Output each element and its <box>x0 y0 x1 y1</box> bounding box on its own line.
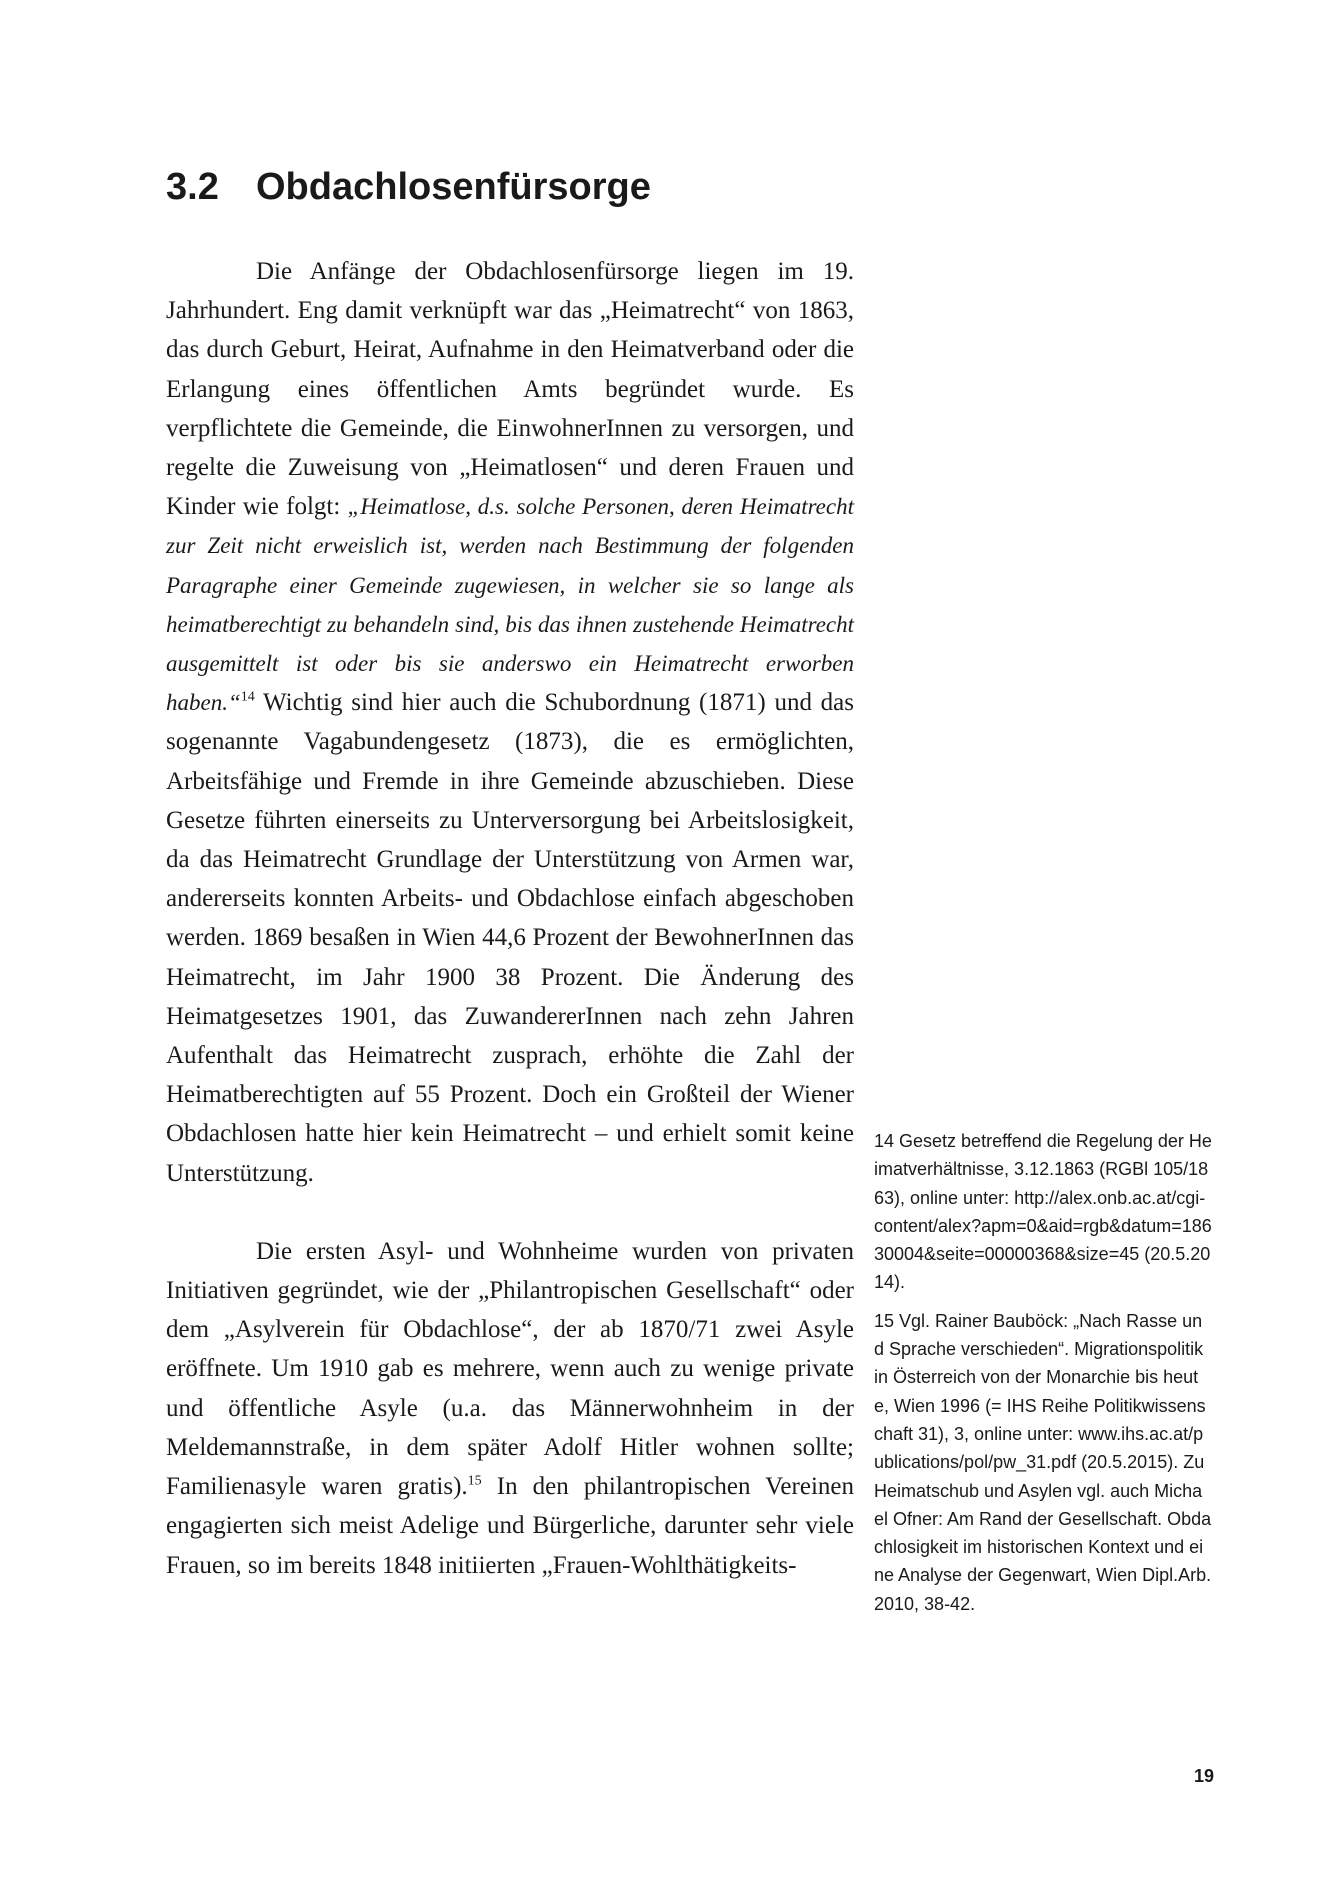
paragraph-1-text-a: Die Anfänge der Obdachlosenfürsorge liegen im 19. Jahrhundert. Eng damit verknüpft war das „Heimatrecht“ von 1863, das durch Geburt, Heirat, Aufnahme in den Heimatverband oder die Erlangung eines öffentlichen Amts begründet wurde. Es verpflichtete die Gemeinde, die EinwohnerInnen zu versorgen, und regelte die Zuweisung von „Heimatlosen“ und deren Frauen und Kinder wie folgt: <box>166 258 854 521</box>
main-text-column <box>166 252 854 1585</box>
footnotes-column <box>874 1127 1212 1628</box>
law-quote: „Heimatlose, d.s. solche Personen, deren Heimatrecht zur Zeit nicht erweislich ist, werden nach Bestimmung der folgenden Paragraphe einer Gemeinde zugewiesen, in welcher sie so lange als heimatberechtigt zu behandeln sind, bis das ihnen zustehende Heimatrecht ausgemittelt ist oder bis sie anderswo ein Heimatrecht erworben haben.“ <box>166 494 854 716</box>
footnote-14: 14 Gesetz betreffend die Regelung der Heimatverhältnisse, 3.12.1863 (RGBl 105/1863), online unter: http://alex.onb.ac.at/cgi-content/alex?apm=0&aid=rgb&datum=18630004&seite=00000368&size=45 (20.5.2014). <box>874 1131 1212 1293</box>
section-title: Obdachlosenfürsorge <box>256 166 651 208</box>
section-number: 3.2 <box>166 166 219 208</box>
footnote-15: 15 Vgl. Rainer Bauböck: „Nach Rasse und Sprache verschieden“. Migrationspolitik in Österreich von der Monarchie bis heute, Wien 1996 (= IHS Reihe Politikwissenschaft 31), 3, online unter: www.ihs.ac.at/publications/pol/pw_31.pdf (20.5.2015). Zu Heimatschub und Asylen vgl. auch Michael Ofner: Am Rand der Gesellschaft. Obdachlosigkeit im historischen Kontext und eine Analyse der Gegenwart, Wien Dipl.Arb. 2010, 38-42. <box>874 1310 1212 1614</box>
paragraph-2-text-a: Die ersten Asyl- und Wohnheime wurden von privaten Initiativen gegründet, wie der „Philantropischen Gesellschaft“ oder dem „Asylverein für Obdachlose“, der ab 1870/71 zwei Asyle eröffnete. Um 1910 gab es mehrere, wenn auch zu wenige private und öffentliche Asyle (u.a. das Männerwohnheim in der Meldemannstraße, in dem später Adolf Hitler wohnen sollte; Familienasyle waren gratis). <box>166 1237 854 1501</box>
paragraph-1-text-b: Wichtig sind hier auch die Schubordnung (1871) und das sogenannte Vagabundengesetz (1873), die es ermöglichten, Arbeitsfähige und Fremde in ihre Gemeinde abzuschieben. Diese Gesetze führten einerseits zu Unterversorgung bei Arbeitslosigkeit, da das Heimatrecht Grundlage der Unterstützung von Armen war, andererseits konnten Arbeits- und Obdachlose einfach abgeschoben werden. 1869 besaßen in Wien 44,6 Prozent der BewohnerInnen das Heimatrecht, im Jahr 1900 38 Prozent. Die Änderung des Heimatgesetzes 1901, das ZuwandererInnen nach zehn Jahren Aufenthalt das Heimatrecht zusprach, erhöhte die Zahl der Heimatberechtigten auf 55 Prozent. Doch ein Großteil der Wiener Obdachlosen hatte hier kein Heimatrecht – und erhielt somit keine Unterstützung. <box>166 689 854 1187</box>
page-number: 19 <box>1193 1766 1214 1786</box>
paragraph-1 <box>166 252 854 1193</box>
footnote-ref-15: 15 <box>467 1473 482 1489</box>
footnote-ref-14: 14 <box>240 689 255 705</box>
paragraph-2 <box>166 1232 854 1585</box>
paragraph-2-text-b: In den philantropischen Vereinen engagierten sich meist Adelige und Bürgerliche, darunter sehr viele Frauen, so im bereits 1848 initiierten „Frauen-Wohlthätigkeits- <box>166 1473 854 1579</box>
section-heading <box>166 166 651 209</box>
